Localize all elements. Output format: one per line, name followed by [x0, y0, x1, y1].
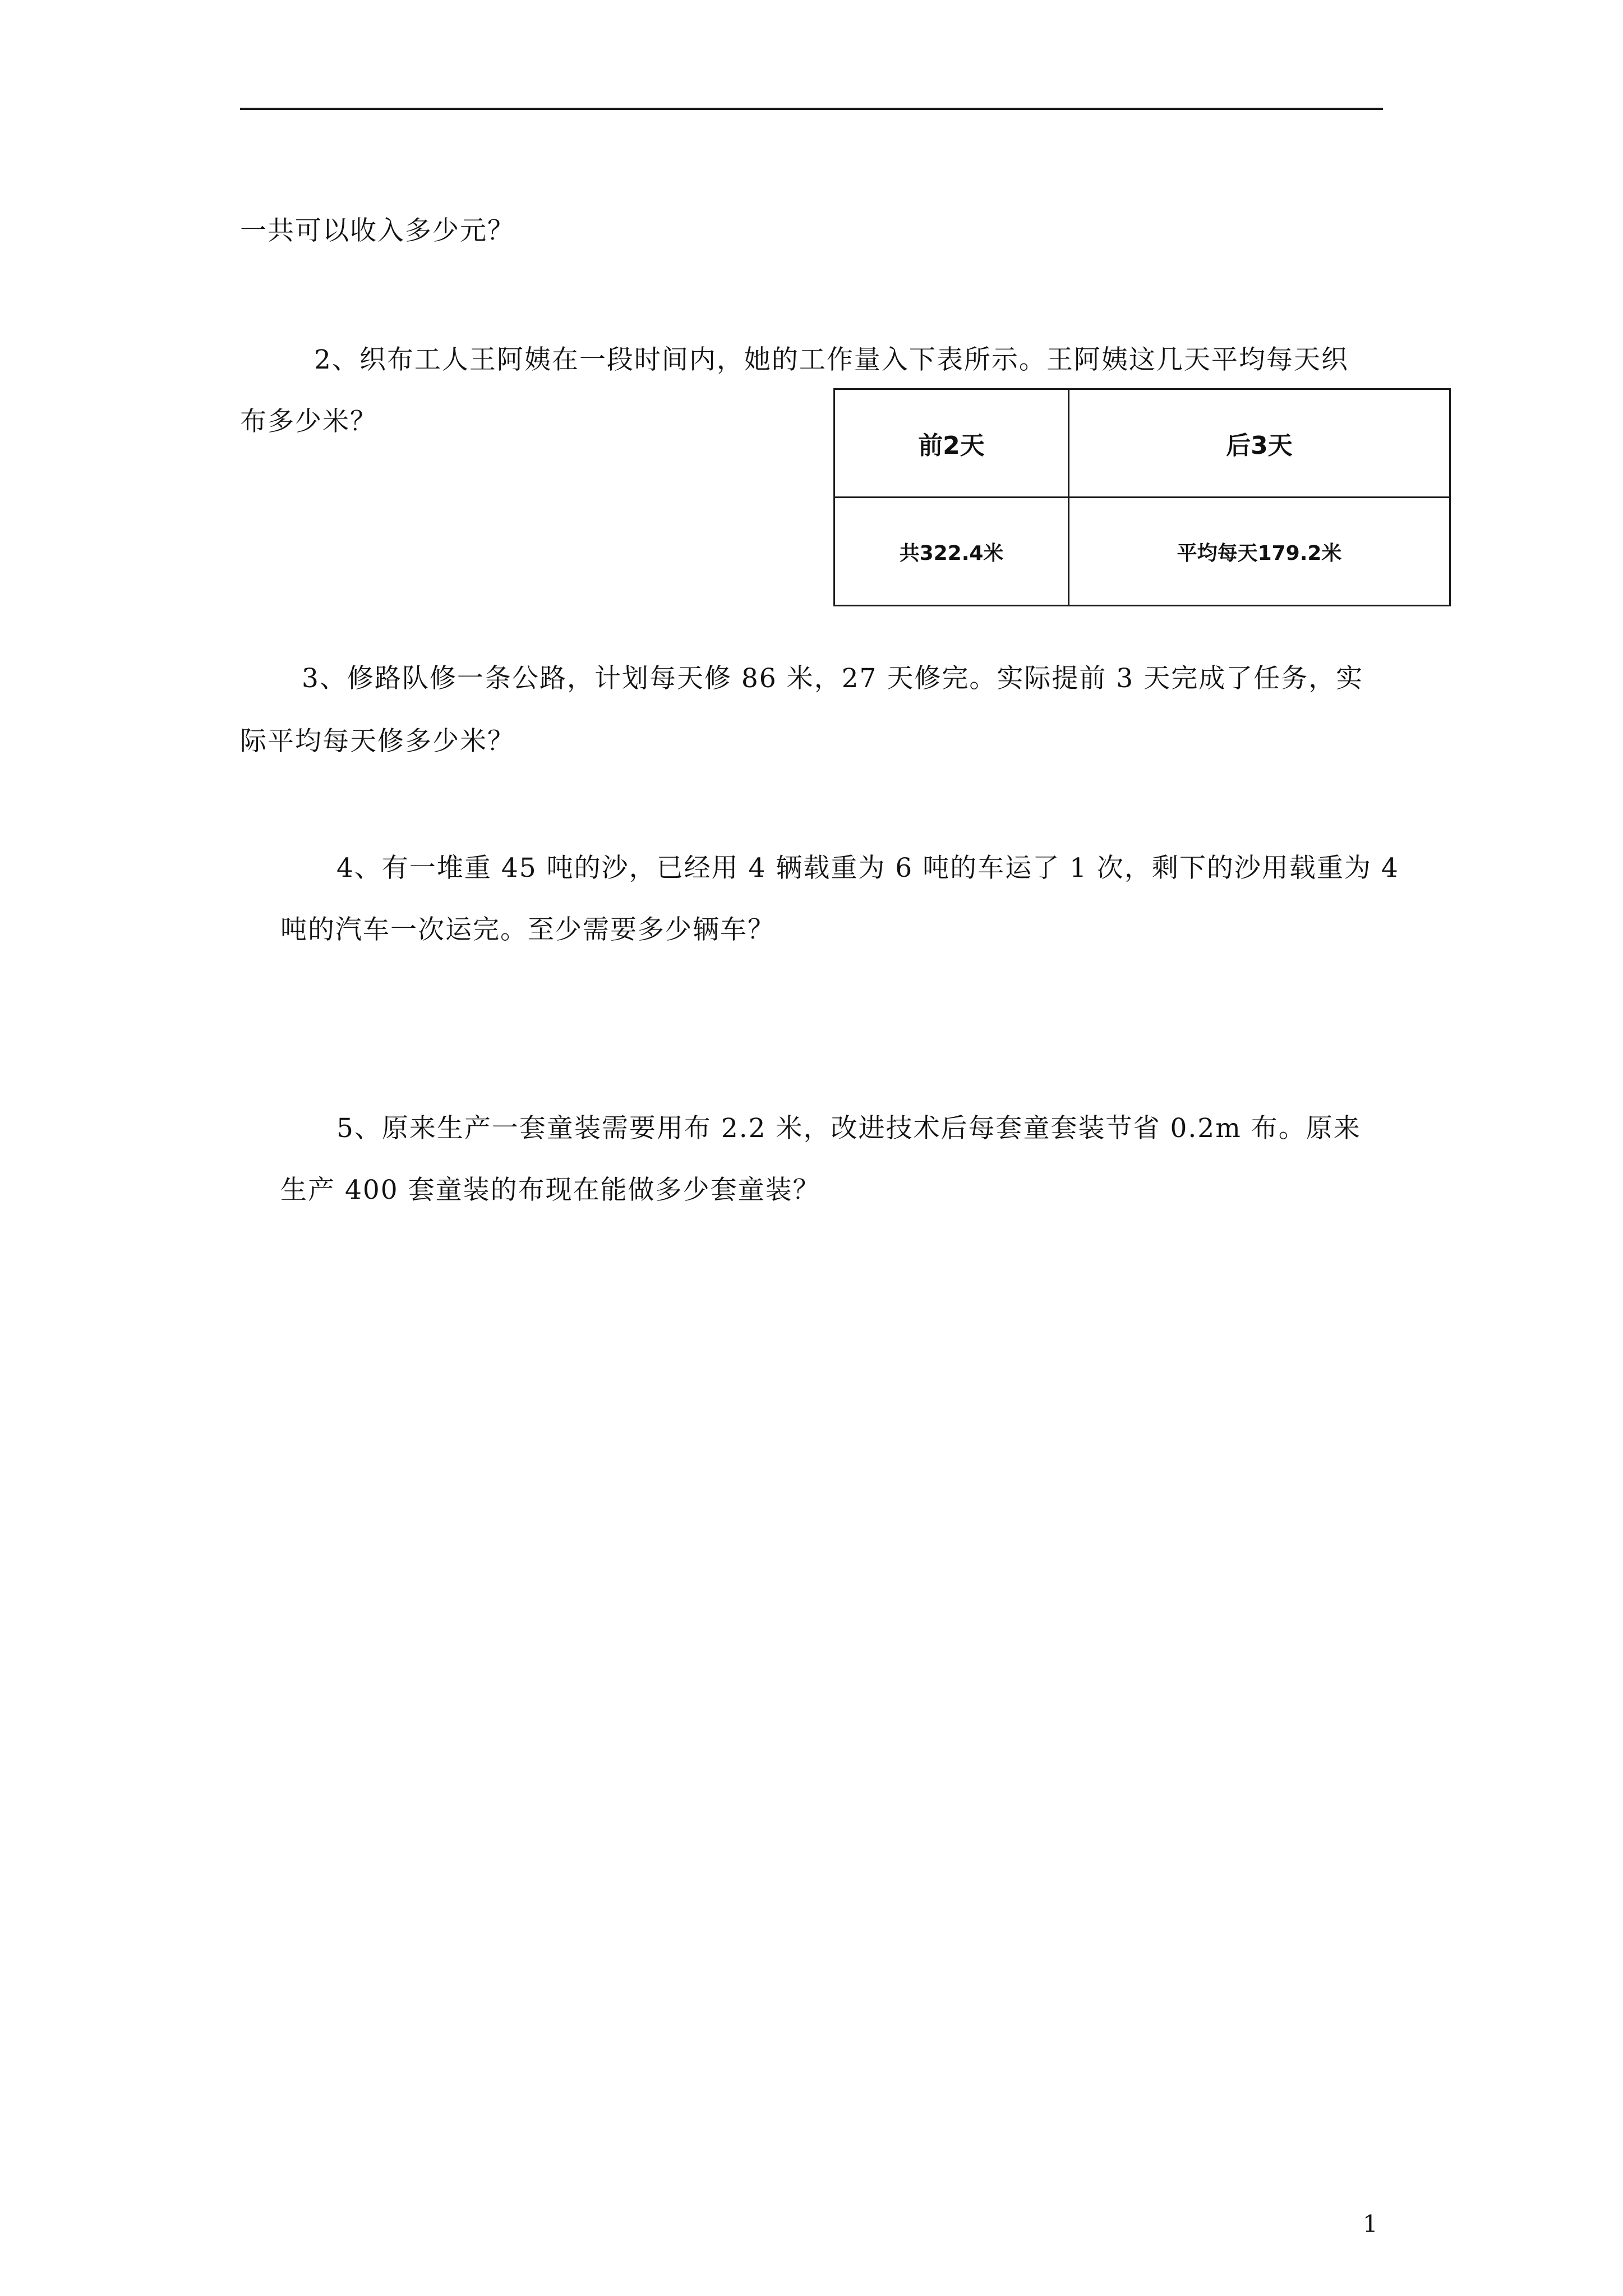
page-number: 1: [1363, 2210, 1378, 2238]
problem-4-line-2: 吨的汽车一次运完。至少需要多少辆车？: [280, 914, 775, 945]
table-value-row: [834, 498, 1450, 606]
work-table: [833, 388, 1451, 606]
continuation-text: 一共可以收入多少元？: [240, 215, 515, 246]
table-value-cell: 共322.4米: [834, 498, 1069, 606]
problem-5-line-2: 生产 400 套童装的布现在能做多少套童装？: [280, 1175, 820, 1205]
problem-3-line-1: 3、修路队修一条公路，计划每天修 86 米，27 天修完。实际提前 3 天完成了任务，实: [302, 663, 1364, 694]
table-value-cell: 平均每天179.2米: [1069, 498, 1450, 606]
problem-5-line-1: 5、原来生产一套童装需要用布 2.2 米，改进技术后每套童套装节省 0.2m 布。原来: [336, 1113, 1361, 1144]
problem-2-line-2: 布多少米？: [240, 406, 377, 437]
table-header-cell: 前2天: [834, 389, 1069, 498]
problem-4-line-1: 4、有一堆重 45 吨的沙，已经用 4 辆载重为 6 吨的车运了 1 次，剩下的沙用载重为 4: [336, 853, 1399, 884]
problem-2-line-1: 2、织布工人王阿姨在一段时间内，她的工作量入下表所示。王阿姨这几天平均每天织: [314, 344, 1349, 375]
problem-3-line-2: 际平均每天修多少米？: [240, 726, 515, 757]
header-rule: [240, 108, 1383, 110]
table-header-cell: 后3天: [1069, 389, 1450, 498]
table-header-row: [834, 389, 1450, 498]
